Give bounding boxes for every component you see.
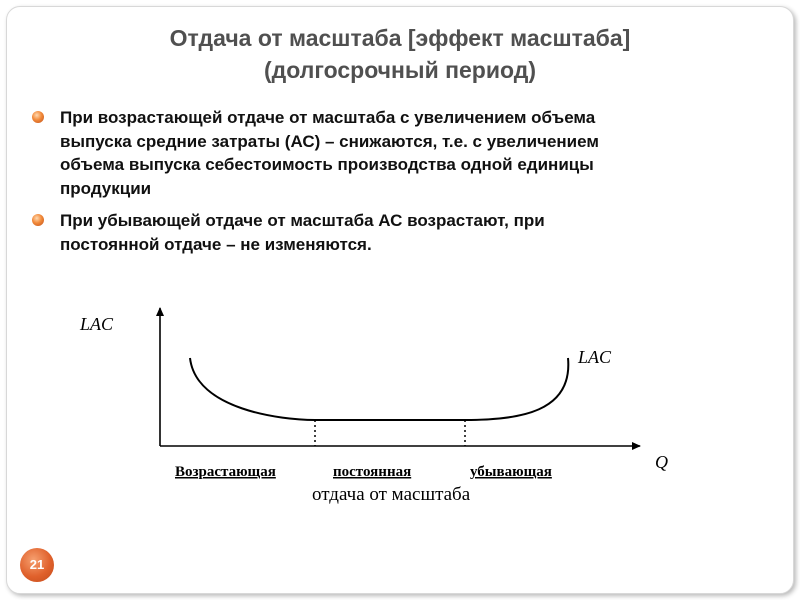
- bullet-line: объема выпуска себестоимость производства одной единицы: [60, 155, 594, 174]
- bullet-item-decreasing: [32, 209, 772, 256]
- lac-curve-label: LAC: [578, 347, 612, 367]
- title-line-1: Отдача от масштаба [эффект масштаба]: [169, 25, 631, 51]
- bullet-icon: [32, 111, 44, 123]
- region-label-increasing: Возрастающая: [175, 464, 276, 480]
- bullet-line: При убывающей отдаче от масштаба АС возрастают, при: [60, 211, 545, 230]
- bullet-line: При возрастающей отдаче от масштаба с увеличением объема: [60, 108, 596, 127]
- bullet-line: продукции: [60, 178, 152, 198]
- bullet-line: постоянной отдаче – не изменяются.: [60, 234, 372, 254]
- slide-title: [0, 22, 800, 86]
- bullet-icon: [32, 214, 44, 226]
- bullet-line: выпуска средние затраты (АС) – снижаются, т.е. с увеличением: [60, 131, 599, 151]
- region-label-constant: постоянная: [333, 464, 412, 480]
- x-axis-label: Q: [655, 452, 668, 472]
- slide-frame: [6, 6, 794, 594]
- regions-caption: отдача от масштаба: [312, 484, 471, 505]
- region-label-decreasing: убывающая: [470, 464, 552, 480]
- bullet-list: [32, 106, 772, 265]
- title-line-2: (долгосрочный период): [264, 57, 536, 83]
- bullet-item-increasing: [32, 106, 772, 200]
- slide-number-badge: 21: [20, 548, 54, 582]
- y-axis-label: LAC: [80, 314, 114, 334]
